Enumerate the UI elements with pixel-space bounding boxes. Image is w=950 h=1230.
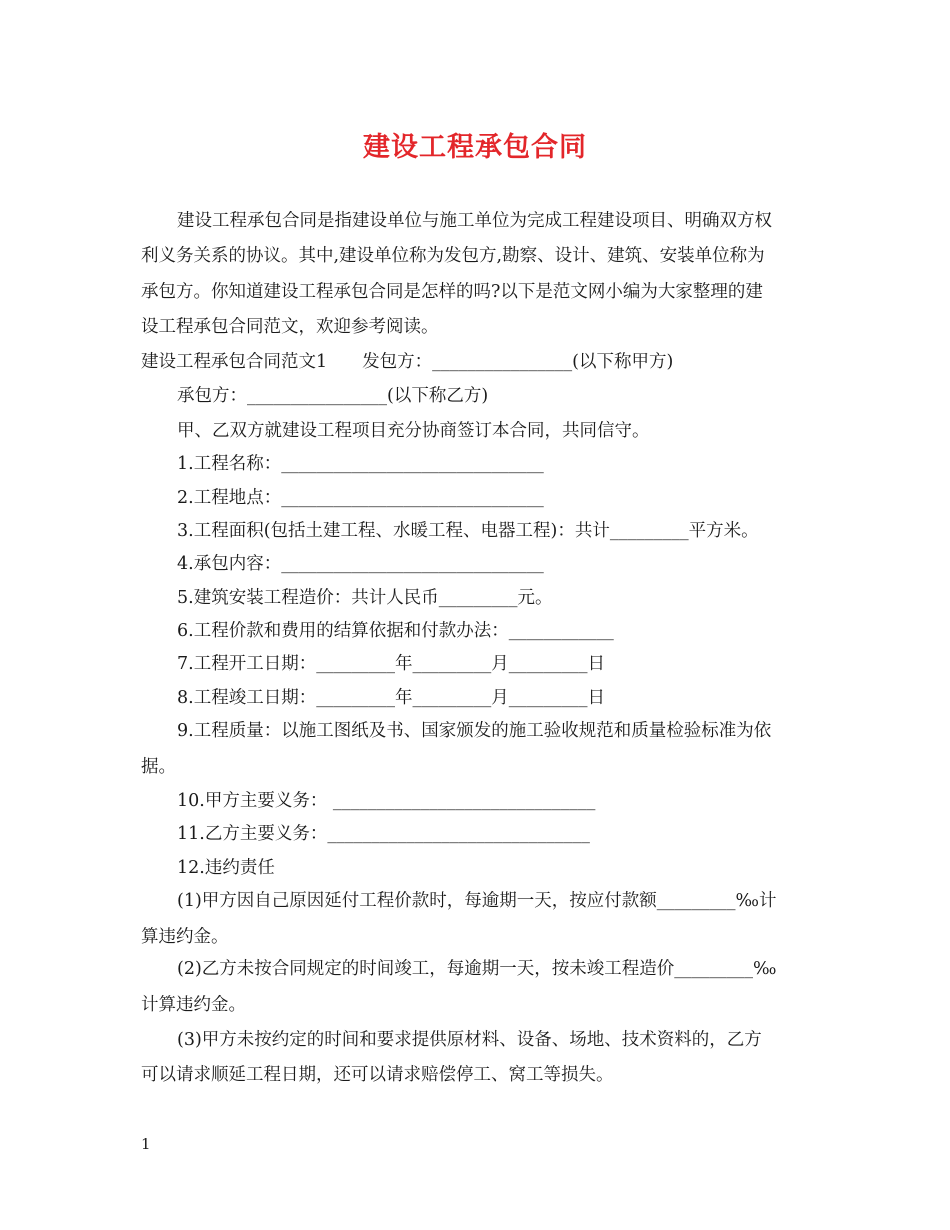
penalty-1-line-2: 算违约金。 (141, 927, 229, 947)
clause-8: 8.工程竣工日期：_________年_________月_________日 (177, 688, 605, 708)
clause-7: 7.工程开工日期：_________年_________月_________日 (177, 654, 605, 674)
intro-line-4: 设工程承包合同范文，欢迎参考阅读。 (141, 317, 439, 337)
clause-6: 6.工程价款和费用的结算依据和付款办法：____________ (177, 621, 614, 641)
penalty-1-line-1: (1)甲方因自己原因延付工程价款时，每逾期一天，按应付款额_________‰计 (177, 891, 777, 911)
intro-line-3: 承包方。你知道建设工程承包合同是怎样的吗?以下是范文网小编为大家整理的建 (141, 282, 763, 302)
clause-9-line-1: 9.工程质量：以施工图纸及书、国家颁发的施工验收规范和质量检验标准为依 (177, 721, 772, 741)
clause-9-line-2: 据。 (141, 757, 176, 777)
sample-heading: 建设工程承包合同范文1 发包方：________________(以下称甲方) (141, 352, 674, 372)
penalty-2-line-1: (2)乙方未按合同规定的时间竣工，每逾期一天，按未竣工程造价_________‰ (177, 959, 777, 979)
party-b-line: 承包方：________________(以下称乙方) (177, 386, 489, 406)
clause-5: 5.建筑安装工程造价：共计人民币_________元。 (177, 588, 553, 608)
clause-2: 2.工程地点：______________________________ (177, 488, 544, 508)
clause-10: 10.甲方主要义务： ______________________________ (177, 791, 596, 811)
clause-11: 11.乙方主要义务：______________________________ (177, 824, 590, 844)
document-title: 建设工程承包合同 (363, 132, 587, 163)
clause-1: 1.工程名称：______________________________ (177, 454, 544, 474)
penalty-3-line-1: (3)甲方未按约定的时间和要求提供原材料、设备、场地、技术资料的，乙方 (177, 1030, 762, 1050)
clause-12: 12.违约责任 (177, 858, 275, 878)
page-number: 1 (141, 1135, 151, 1153)
penalty-3-line-2: 可以请求顺延工程日期，还可以请求赔偿停工、窝工等损失。 (141, 1065, 614, 1085)
intro-line-2: 利义务关系的协议。其中,建设单位称为发包方,勘察、设计、建筑、安装单位称为 (141, 246, 765, 266)
agreement-line: 甲、乙双方就建设工程项目充分协商签订本合同，共同信守。 (177, 421, 650, 441)
clause-4: 4.承包内容：______________________________ (177, 554, 544, 574)
clause-3: 3.工程面积(包括土建工程、水暖工程、电器工程)：共计_________平方米。 (177, 521, 759, 541)
penalty-2-line-2: 计算违约金。 (141, 995, 246, 1015)
intro-line-1: 建设工程承包合同是指建设单位与施工单位为完成工程建设项目、明确双方权 (177, 211, 772, 231)
